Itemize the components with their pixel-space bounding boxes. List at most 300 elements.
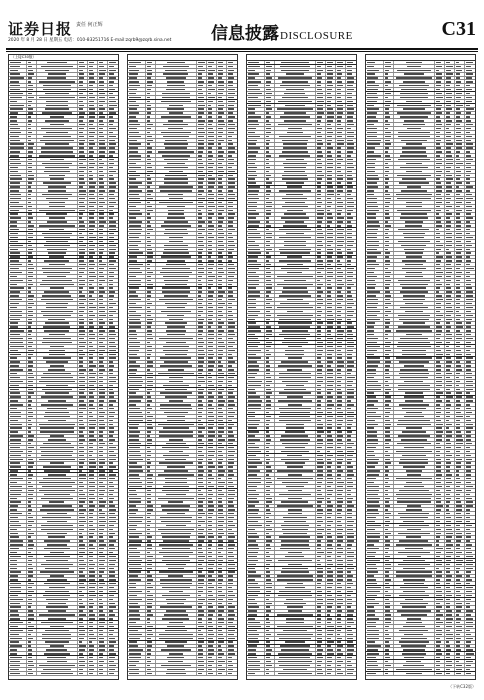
table-cell bbox=[197, 571, 207, 574]
text-placeholder bbox=[228, 249, 234, 250]
text-placeholder bbox=[160, 579, 192, 580]
text-placeholder bbox=[218, 513, 223, 514]
table-cell bbox=[98, 419, 108, 422]
text-placeholder bbox=[198, 178, 203, 179]
text-placeholder bbox=[99, 252, 103, 253]
text-placeholder bbox=[28, 194, 32, 195]
table-cell bbox=[336, 80, 346, 83]
table-cell bbox=[146, 345, 156, 348]
text-placeholder bbox=[129, 626, 142, 627]
table-cell bbox=[146, 201, 156, 204]
text-placeholder bbox=[28, 564, 33, 565]
table-cell bbox=[108, 396, 118, 399]
table-cell bbox=[146, 431, 156, 434]
text-placeholder bbox=[317, 77, 321, 78]
table-cell bbox=[146, 532, 156, 535]
text-placeholder bbox=[198, 533, 203, 534]
text-placeholder bbox=[337, 62, 343, 63]
text-placeholder bbox=[89, 365, 95, 366]
table-cell bbox=[78, 263, 88, 266]
table-cell bbox=[78, 559, 88, 562]
table-cell bbox=[207, 613, 217, 616]
text-placeholder bbox=[327, 105, 331, 106]
table-cell bbox=[128, 384, 146, 387]
text-placeholder bbox=[147, 626, 153, 627]
text-placeholder bbox=[147, 501, 152, 502]
table-cell bbox=[128, 88, 146, 91]
text-placeholder bbox=[79, 673, 83, 674]
table-cell bbox=[9, 189, 27, 192]
text-placeholder bbox=[198, 85, 203, 86]
table-cell bbox=[128, 135, 146, 138]
text-placeholder bbox=[10, 81, 19, 82]
table-cell bbox=[146, 291, 156, 294]
table-cell bbox=[128, 77, 146, 80]
table-cell bbox=[227, 384, 237, 387]
table-cell bbox=[27, 466, 37, 469]
text-placeholder bbox=[208, 311, 212, 312]
text-placeholder bbox=[147, 482, 153, 483]
table-cell bbox=[88, 322, 98, 325]
text-placeholder bbox=[129, 622, 136, 623]
text-placeholder bbox=[166, 599, 185, 600]
table-cell bbox=[156, 267, 198, 270]
table-cell bbox=[27, 279, 37, 282]
text-placeholder bbox=[198, 206, 203, 207]
text-placeholder bbox=[147, 77, 152, 78]
text-placeholder bbox=[109, 385, 113, 386]
table-cell bbox=[227, 442, 237, 445]
table-cell bbox=[128, 582, 146, 585]
text-placeholder bbox=[147, 470, 151, 471]
text-placeholder bbox=[109, 571, 115, 572]
text-placeholder bbox=[129, 439, 139, 440]
table-cell bbox=[78, 267, 88, 270]
table-cell bbox=[146, 139, 156, 142]
table-cell bbox=[37, 329, 79, 332]
text-placeholder bbox=[198, 435, 203, 436]
table-cell bbox=[9, 462, 27, 465]
text-placeholder bbox=[198, 626, 204, 627]
text-placeholder bbox=[159, 638, 193, 639]
table-cell bbox=[227, 528, 237, 531]
table-cell bbox=[156, 333, 198, 336]
text-placeholder bbox=[10, 595, 18, 596]
text-placeholder bbox=[10, 311, 22, 312]
text-placeholder bbox=[28, 478, 32, 479]
text-placeholder bbox=[228, 81, 233, 82]
table-cell bbox=[207, 209, 217, 212]
table-cell bbox=[207, 477, 217, 480]
table-cell bbox=[217, 598, 227, 601]
text-placeholder bbox=[109, 490, 113, 491]
table-row bbox=[128, 672, 237, 676]
table-cell bbox=[37, 501, 79, 504]
table-cell bbox=[156, 217, 198, 220]
table-cell bbox=[217, 450, 227, 453]
text-placeholder bbox=[327, 116, 333, 117]
table-cell bbox=[227, 197, 237, 200]
text-placeholder bbox=[129, 529, 136, 530]
text-placeholder bbox=[41, 377, 72, 378]
text-placeholder bbox=[79, 365, 83, 366]
table-cell bbox=[156, 329, 198, 332]
table-cell bbox=[78, 127, 88, 130]
text-placeholder bbox=[109, 303, 116, 304]
table-cell bbox=[128, 283, 146, 286]
text-placeholder bbox=[198, 287, 201, 288]
text-placeholder bbox=[228, 357, 233, 358]
table-cell bbox=[88, 399, 98, 402]
text-placeholder bbox=[79, 322, 83, 323]
table-cell bbox=[78, 232, 88, 235]
text-placeholder bbox=[42, 112, 72, 113]
table-cell bbox=[128, 364, 146, 367]
table-cell bbox=[247, 96, 265, 99]
table-cell bbox=[108, 92, 118, 95]
text-placeholder bbox=[208, 128, 213, 129]
text-placeholder bbox=[162, 560, 190, 561]
text-placeholder bbox=[109, 136, 116, 137]
table-cell bbox=[37, 271, 79, 274]
table-cell bbox=[27, 318, 37, 321]
disclosure-table-column-2 bbox=[127, 54, 238, 680]
table-cell bbox=[108, 178, 118, 181]
text-placeholder bbox=[147, 307, 151, 308]
text-placeholder bbox=[198, 163, 203, 164]
table-cell bbox=[227, 629, 237, 632]
text-placeholder bbox=[109, 361, 113, 362]
text-placeholder bbox=[347, 81, 354, 82]
text-placeholder bbox=[248, 85, 258, 86]
table-cell bbox=[88, 396, 98, 399]
table-cell bbox=[27, 123, 37, 126]
text-placeholder bbox=[129, 89, 137, 90]
text-placeholder bbox=[47, 276, 66, 277]
table-cell bbox=[27, 602, 37, 605]
text-placeholder bbox=[28, 229, 33, 230]
table-cell bbox=[217, 594, 227, 597]
table-cell bbox=[197, 396, 207, 399]
text-placeholder bbox=[147, 221, 151, 222]
table-cell bbox=[227, 244, 237, 247]
text-placeholder bbox=[28, 268, 34, 269]
text-placeholder bbox=[228, 268, 235, 269]
table-cell bbox=[146, 380, 156, 383]
table-cell bbox=[128, 287, 146, 290]
text-placeholder bbox=[79, 595, 83, 596]
text-placeholder bbox=[129, 579, 141, 580]
text-placeholder bbox=[147, 175, 150, 176]
text-placeholder bbox=[10, 369, 23, 370]
table-cell bbox=[9, 652, 27, 655]
text-placeholder bbox=[79, 217, 82, 218]
text-placeholder bbox=[39, 97, 75, 98]
text-placeholder bbox=[147, 595, 153, 596]
table-cell bbox=[128, 174, 146, 177]
table-cell bbox=[217, 672, 227, 675]
text-placeholder bbox=[28, 213, 33, 214]
table-cell bbox=[316, 77, 326, 80]
table-cell bbox=[346, 96, 356, 99]
table-cell bbox=[207, 119, 217, 122]
table-cell bbox=[316, 100, 326, 103]
editor-credit: 责任 何正辉 bbox=[76, 22, 103, 28]
text-placeholder bbox=[218, 599, 223, 600]
text-placeholder bbox=[89, 599, 93, 600]
text-placeholder bbox=[28, 70, 33, 71]
table-cell bbox=[78, 65, 88, 68]
table-cell bbox=[217, 302, 227, 305]
table-cell bbox=[207, 446, 217, 449]
table-cell bbox=[88, 532, 98, 535]
text-placeholder bbox=[129, 213, 142, 214]
table-cell bbox=[108, 205, 118, 208]
text-placeholder bbox=[129, 136, 141, 137]
table-cell bbox=[146, 263, 156, 266]
text-placeholder bbox=[28, 587, 32, 588]
text-placeholder bbox=[228, 513, 233, 514]
table-cell bbox=[88, 197, 98, 200]
table-cell bbox=[197, 388, 207, 391]
table-cell bbox=[128, 80, 146, 83]
table-cell bbox=[247, 80, 265, 83]
text-placeholder bbox=[109, 536, 113, 537]
text-placeholder bbox=[317, 62, 323, 63]
table-cell bbox=[98, 384, 108, 387]
table-cell bbox=[227, 201, 237, 204]
table-cell bbox=[146, 590, 156, 593]
text-placeholder bbox=[99, 665, 103, 666]
text-placeholder bbox=[99, 260, 102, 261]
table-cell bbox=[108, 613, 118, 616]
text-placeholder bbox=[198, 498, 204, 499]
table-cell bbox=[98, 672, 108, 675]
table-cell bbox=[146, 645, 156, 648]
table-cell bbox=[197, 442, 207, 445]
table-cell bbox=[146, 656, 156, 659]
text-placeholder bbox=[198, 210, 201, 211]
text-placeholder bbox=[228, 128, 235, 129]
text-placeholder bbox=[89, 517, 92, 518]
text-placeholder bbox=[10, 136, 19, 137]
table-cell bbox=[98, 197, 108, 200]
text-placeholder bbox=[228, 178, 235, 179]
table-cell bbox=[207, 376, 217, 379]
text-placeholder bbox=[79, 249, 84, 250]
table-cell bbox=[207, 489, 217, 492]
table-cell bbox=[346, 108, 356, 111]
table-cell bbox=[207, 147, 217, 150]
text-placeholder bbox=[79, 276, 82, 277]
text-placeholder bbox=[129, 389, 139, 390]
text-placeholder bbox=[147, 354, 152, 355]
text-placeholder bbox=[79, 280, 84, 281]
text-placeholder bbox=[99, 241, 102, 242]
text-placeholder bbox=[109, 342, 115, 343]
text-placeholder bbox=[10, 163, 21, 164]
table-cell bbox=[207, 201, 217, 204]
text-placeholder bbox=[147, 272, 153, 273]
table-cell bbox=[207, 481, 217, 484]
table-cell bbox=[37, 598, 79, 601]
table-cell bbox=[156, 322, 198, 325]
text-placeholder bbox=[198, 101, 204, 102]
text-placeholder bbox=[147, 66, 151, 67]
text-placeholder bbox=[164, 245, 188, 246]
text-placeholder bbox=[218, 474, 224, 475]
text-placeholder bbox=[48, 420, 67, 421]
text-placeholder bbox=[28, 128, 31, 129]
table-cell bbox=[156, 505, 198, 508]
text-placeholder bbox=[10, 299, 22, 300]
text-placeholder bbox=[28, 62, 32, 63]
table-cell bbox=[146, 306, 156, 309]
table-cell bbox=[217, 263, 227, 266]
table-cell bbox=[78, 275, 88, 278]
table-cell bbox=[207, 637, 217, 640]
table-cell bbox=[146, 326, 156, 329]
text-placeholder bbox=[228, 669, 233, 670]
table-cell bbox=[37, 349, 79, 352]
table-cell bbox=[9, 178, 27, 181]
text-placeholder bbox=[198, 556, 204, 557]
text-placeholder bbox=[147, 385, 153, 386]
table-cell bbox=[88, 442, 98, 445]
table-cell bbox=[78, 337, 88, 340]
text-placeholder bbox=[99, 673, 103, 674]
text-placeholder bbox=[99, 237, 102, 238]
table-cell bbox=[197, 594, 207, 597]
text-placeholder bbox=[79, 622, 83, 623]
table-cell bbox=[156, 368, 198, 371]
table-cell bbox=[88, 135, 98, 138]
text-placeholder bbox=[79, 408, 85, 409]
table-cell bbox=[27, 337, 37, 340]
text-placeholder bbox=[208, 462, 213, 463]
text-placeholder bbox=[10, 447, 20, 448]
table-cell bbox=[146, 617, 156, 620]
text-placeholder bbox=[159, 435, 194, 436]
text-placeholder bbox=[79, 268, 85, 269]
table-cell bbox=[146, 551, 156, 554]
text-placeholder bbox=[162, 447, 189, 448]
table-cell bbox=[108, 625, 118, 628]
text-placeholder bbox=[147, 112, 151, 113]
text-placeholder bbox=[10, 587, 21, 588]
table-cell bbox=[146, 115, 156, 118]
text-placeholder bbox=[228, 256, 233, 257]
text-placeholder bbox=[79, 641, 82, 642]
text-placeholder bbox=[208, 396, 213, 397]
table-cell bbox=[146, 294, 156, 297]
text-placeholder bbox=[337, 101, 341, 102]
table-cell bbox=[9, 119, 27, 122]
table-cell bbox=[197, 80, 207, 83]
text-placeholder bbox=[79, 587, 85, 588]
text-placeholder bbox=[164, 143, 188, 144]
text-placeholder bbox=[89, 70, 92, 71]
table-cell bbox=[27, 139, 37, 142]
table-cell bbox=[146, 279, 156, 282]
text-placeholder bbox=[167, 81, 184, 82]
table-cell bbox=[197, 590, 207, 593]
text-placeholder bbox=[228, 653, 234, 654]
table-cell bbox=[207, 333, 217, 336]
text-placeholder bbox=[28, 505, 31, 506]
text-placeholder bbox=[79, 490, 82, 491]
table-cell bbox=[227, 314, 237, 317]
table-cell bbox=[37, 664, 79, 667]
text-placeholder bbox=[79, 354, 85, 355]
text-placeholder bbox=[248, 70, 255, 71]
table-cell bbox=[108, 162, 118, 165]
text-placeholder bbox=[99, 73, 104, 74]
text-placeholder bbox=[89, 610, 93, 611]
text-placeholder bbox=[218, 249, 224, 250]
text-placeholder bbox=[109, 645, 114, 646]
text-placeholder bbox=[28, 451, 32, 452]
table-cell bbox=[108, 329, 118, 332]
text-placeholder bbox=[99, 505, 105, 506]
text-placeholder bbox=[198, 455, 203, 456]
table-cell bbox=[108, 454, 118, 457]
table-cell bbox=[108, 318, 118, 321]
text-placeholder bbox=[10, 373, 17, 374]
table-cell bbox=[108, 435, 118, 438]
text-placeholder bbox=[28, 93, 33, 94]
table-cell bbox=[227, 508, 237, 511]
table-cell bbox=[316, 69, 326, 72]
table-cell bbox=[217, 396, 227, 399]
table-cell bbox=[78, 454, 88, 457]
text-placeholder bbox=[109, 260, 116, 261]
text-placeholder bbox=[208, 186, 214, 187]
text-placeholder bbox=[99, 451, 103, 452]
table-cell bbox=[128, 388, 146, 391]
table-cell bbox=[207, 559, 217, 562]
text-placeholder bbox=[347, 62, 352, 63]
table-cell bbox=[197, 372, 207, 375]
table-cell bbox=[9, 244, 27, 247]
table-cell bbox=[108, 563, 118, 566]
table-cell bbox=[197, 637, 207, 640]
text-placeholder bbox=[164, 295, 188, 296]
text-placeholder bbox=[40, 571, 75, 572]
text-placeholder bbox=[49, 264, 64, 265]
table-cell bbox=[37, 555, 79, 558]
table-cell bbox=[27, 633, 37, 636]
table-cell bbox=[146, 668, 156, 671]
text-placeholder bbox=[228, 540, 234, 541]
table-cell bbox=[197, 337, 207, 340]
table-cell bbox=[227, 493, 237, 496]
table-cell bbox=[88, 326, 98, 329]
text-placeholder bbox=[43, 466, 71, 467]
text-placeholder bbox=[89, 494, 94, 495]
text-placeholder bbox=[218, 501, 222, 502]
table-cell bbox=[146, 555, 156, 558]
text-placeholder bbox=[228, 536, 235, 537]
table-cell bbox=[37, 610, 79, 613]
text-placeholder bbox=[10, 466, 21, 467]
text-placeholder bbox=[129, 645, 138, 646]
table-cell bbox=[88, 578, 98, 581]
table-cell bbox=[108, 279, 118, 282]
table-cell bbox=[88, 221, 98, 224]
table-cell bbox=[227, 143, 237, 146]
text-placeholder bbox=[129, 101, 136, 102]
